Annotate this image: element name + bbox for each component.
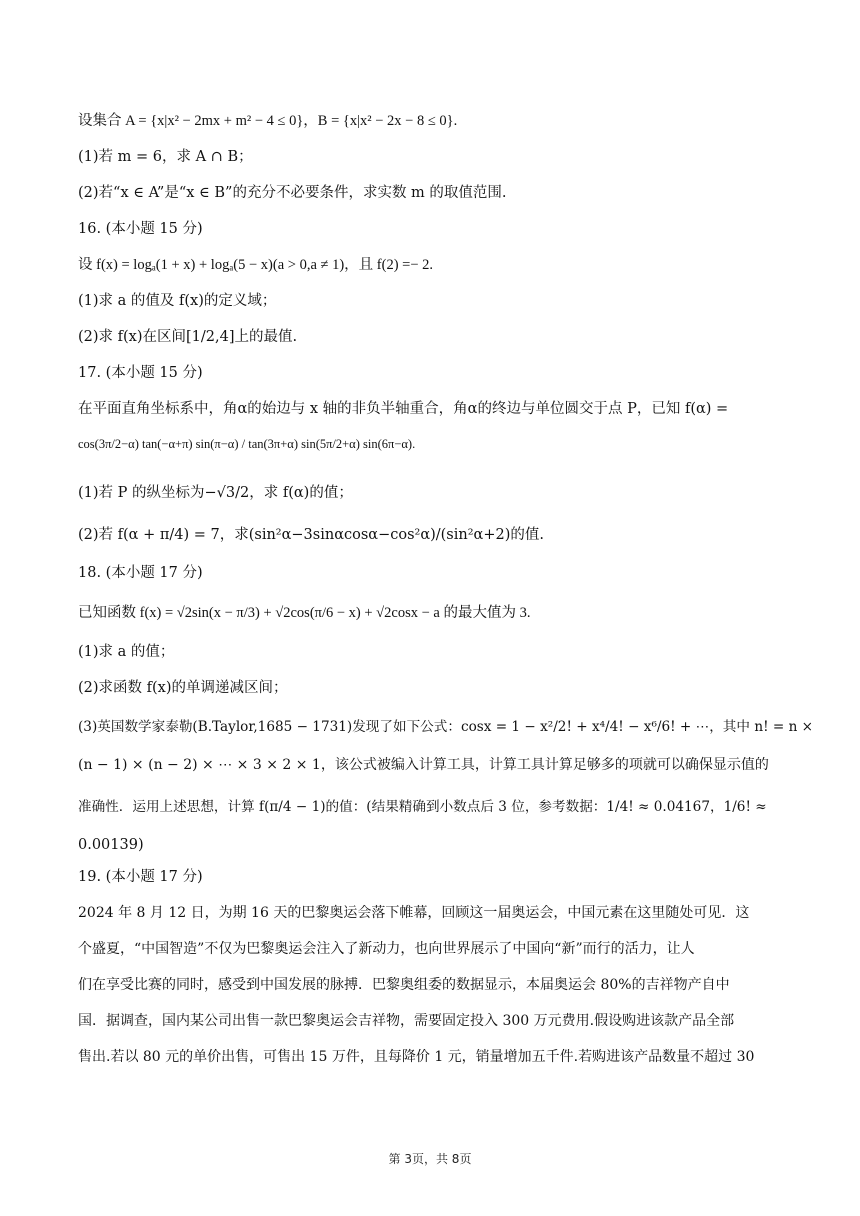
problem-18-statement: 已知函数 f(x) = √2sin(x − π/3) + √2cos(π/6 − x) + √2cosx − a 的最大值为 3. <box>78 605 531 621</box>
problem-16-part-2: (2)求 f(x)在区间[1/2,4]上的最值. <box>78 329 298 345</box>
problem-17-part-2: (2)若 f(α + π/4) = 7，求(sin²α−3sinαcosα−cos²α)/(sin²α+2)的值. <box>78 527 544 543</box>
problem-17-header: 17. (本小题 15 分) <box>78 365 203 381</box>
problem-17-fraction: cos(3π/2−α) tan(−α+π) sin(π−α) / tan(3π+α) sin(5π/2+α) sin(6π−α). <box>78 437 416 451</box>
problem-17-statement: 在平面直角坐标系中，角α的始边与 x 轴的非负半轴重合，角α的终边与单位圆交于点 P，已知 f(α) = <box>78 401 729 417</box>
problem-18-header: 18. (本小题 17 分) <box>78 565 203 581</box>
problem-16-header: 16. (本小题 15 分) <box>78 221 203 237</box>
problem-18-part-1: (1)求 a 的值； <box>78 644 175 660</box>
problem-19-line-5: 售出.若以 80 元的单价出售，可售出 15 万件，且每降价 1 元，销量增加五千件.若购进该产品数量不超过 30 <box>78 1049 755 1065</box>
problem-16-statement: 设 f(x) = logₐ(1 + x) + logₐ(5 − x)(a > 0,a ≠ 1)，且 f(2) =− 2. <box>78 257 434 273</box>
problem-18-part-2: (2)求函数 f(x)的单调递减区间； <box>78 680 288 696</box>
problem-19-line-2: 个盛夏，“中国智造”不仅为巴黎奥运会注入了新动力，也向世界展示了中国向“新”而行的活力，让人 <box>78 941 695 957</box>
problem-18-part-3-line-4: 0.00139) <box>78 837 144 853</box>
problem-18-part-3-line-2: (n − 1) × (n − 2) × ⋯ × 3 × 2 × 1，该公式被编入计算工具，计算工具计算足够多的项就可以确保显示值的 <box>78 757 769 773</box>
problem-18-part-3-line-3: 准确性．运用上述思想，计算 f(π/4 − 1)的值：(结果精确到小数点后 3 位，参考数据：1/4! ≈ 0.04167，1/6! ≈ <box>78 799 767 815</box>
problem-19-line-3: 们在享受比赛的同时，感受到中国发展的脉搏．巴黎奥组委的数据显示，本届奥运会 80%的吉祥物产自中 <box>78 977 730 993</box>
problem-16-part-1: (1)求 a 的值及 f(x)的定义域； <box>78 293 277 309</box>
problem-17-part-1: (1)若 P 的纵坐标为−√3/2，求 f(α)的值； <box>78 485 353 501</box>
problem-15-set-definition: 设集合 A = {x|x² − 2mx + m² − 4 ≤ 0}，B = {x|x² − 2x − 8 ≤ 0}. <box>78 113 458 129</box>
problem-15-part-2: (2)若“x ∈ A”是“x ∈ B”的充分不必要条件，求实数 m 的取值范围. <box>78 185 507 201</box>
problem-19-header: 19. (本小题 17 分) <box>78 869 203 885</box>
problem-19-line-4: 国．据调查，国内某公司出售一款巴黎奥运会吉祥物，需要固定投入 300 万元费用.假设购进该款产品全部 <box>78 1013 735 1029</box>
problem-19-line-1: 2024 年 8 月 12 日，为期 16 天的巴黎奥运会落下帷幕，回顾这一届奥运会，中国元素在这里随处可见．这 <box>78 905 750 921</box>
page-footer: 第 3页，共 8页 <box>388 1152 472 1166</box>
problem-15-part-1: (1)若 m = 6，求 A ∩ B； <box>78 149 253 165</box>
problem-18-part-3-line-1: (3)英国数学家泰勒(B.Taylor,1685 − 1731)发现了如下公式：cosx = 1 − x²/2! + x⁴/4! − x⁶/6! + ⋯，其中 n! = n × <box>78 719 814 735</box>
